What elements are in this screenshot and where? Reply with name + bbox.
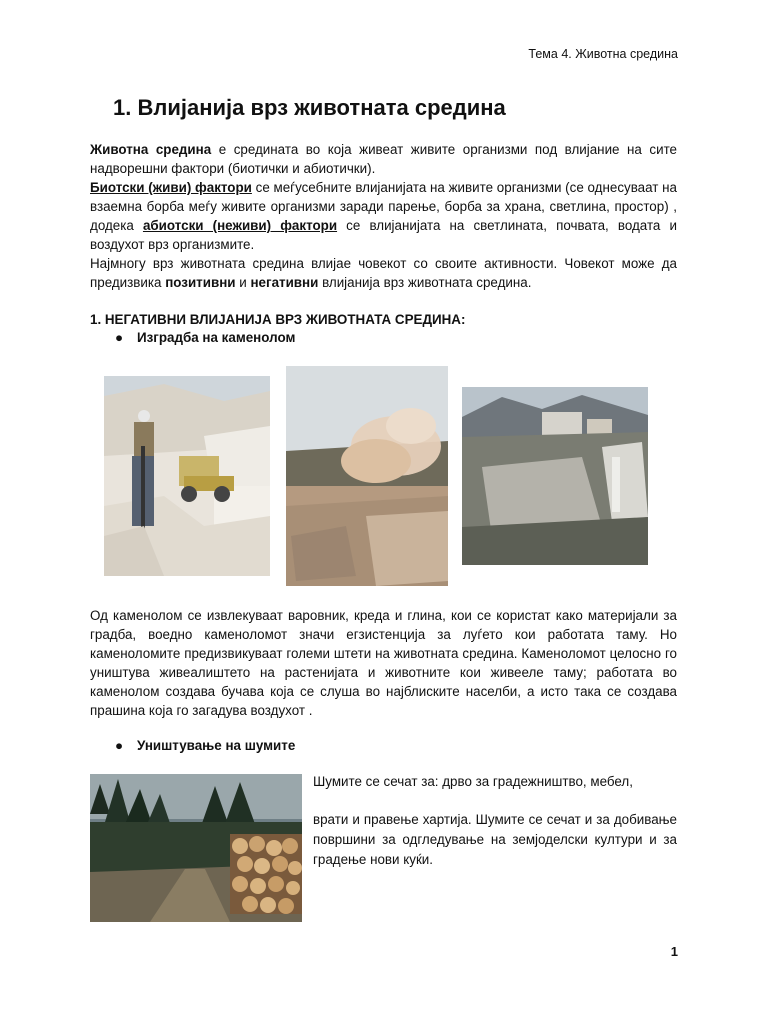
intro-p1-text: е средината во која живеат живите организми под влијание на сите надворешни фактори (биотички и абиотички).: [90, 142, 678, 176]
intro-p2-text: се меѓусебните влијанијата на живите организми (се однесуваат на взаемна борба меѓу живите организми заради парење, борба за храна, светлина, простор) , додека: [90, 180, 678, 233]
intro-paragraph-3: [90, 254, 677, 292]
page-title: 1. Влијанија врз животната средина: [113, 95, 506, 120]
intro-paragraph-2: [90, 178, 677, 254]
forest-paragraph: врати и правење хартија. Шумите се сечат и за добивање површини за одгледување на земјоделски култури и за градење нови куќи.: [313, 812, 677, 867]
intro-paragraph-1: [90, 140, 677, 178]
intro-p3-and: и: [235, 275, 251, 290]
bullet-forest-label: Уништување на шумите: [137, 738, 296, 753]
forest-text-line-1: Шумите се сечат за: дрво за градежништво, мебел,: [313, 774, 633, 789]
forest-logging-photo: [90, 774, 302, 922]
bullet-icon: ●: [115, 330, 124, 345]
intro-p3-a: Најмногу врз животната средина влијае човекот со своите активности. Човекот може да предизвика: [90, 256, 677, 290]
quarry-town-photo: [462, 387, 648, 565]
bullet-icon: ●: [115, 738, 124, 753]
quarry-paragraph: Од каменолом се извлекуваат варовник, креда и глина, кои се користат како материјали за градба, воедно каменоломот значи егзистенција за луѓето кои работата таму. Но каменоломите предизвикуваат големи штети на животната средина. Каменоломот целосно го уништува живеалиштето на растенијата и животните кои живееле таму; работата во каменолом создава бучава која се слуша во најблиските населби, а исто така се создава прашина која го загадува воздухот .: [90, 608, 677, 718]
bullet-quarry: [115, 330, 295, 345]
bullet-quarry-label: Изградба на каменолом: [137, 330, 296, 345]
quarry-dust-photo: [286, 366, 448, 586]
section-heading-negative-impacts: 1. НЕГАТИВНИ ВЛИЈАНИЈА ВРЗ ЖИВОТНАТА СРЕДИНА:: [90, 312, 466, 327]
bullet-forest: [115, 738, 295, 753]
term-abiotic: абиотски (неживи) фактори: [142, 218, 338, 233]
intro-p2-rest: се влијанијата на светлината, почвата, водата и воздухот врз организмите.: [90, 218, 677, 252]
term-environment: Животна средина: [90, 142, 212, 157]
quarry-worker-photo: [104, 376, 270, 576]
term-positive: позитивни: [165, 275, 236, 290]
term-negative: негативни: [250, 275, 319, 290]
page-number: 1: [670, 944, 678, 959]
intro-p3-c: влијанија врз животната средина.: [318, 275, 532, 290]
term-biotic: Биотски (живи) фактори: [90, 180, 252, 195]
page-header: Тема 4. Животна средина: [528, 47, 678, 61]
